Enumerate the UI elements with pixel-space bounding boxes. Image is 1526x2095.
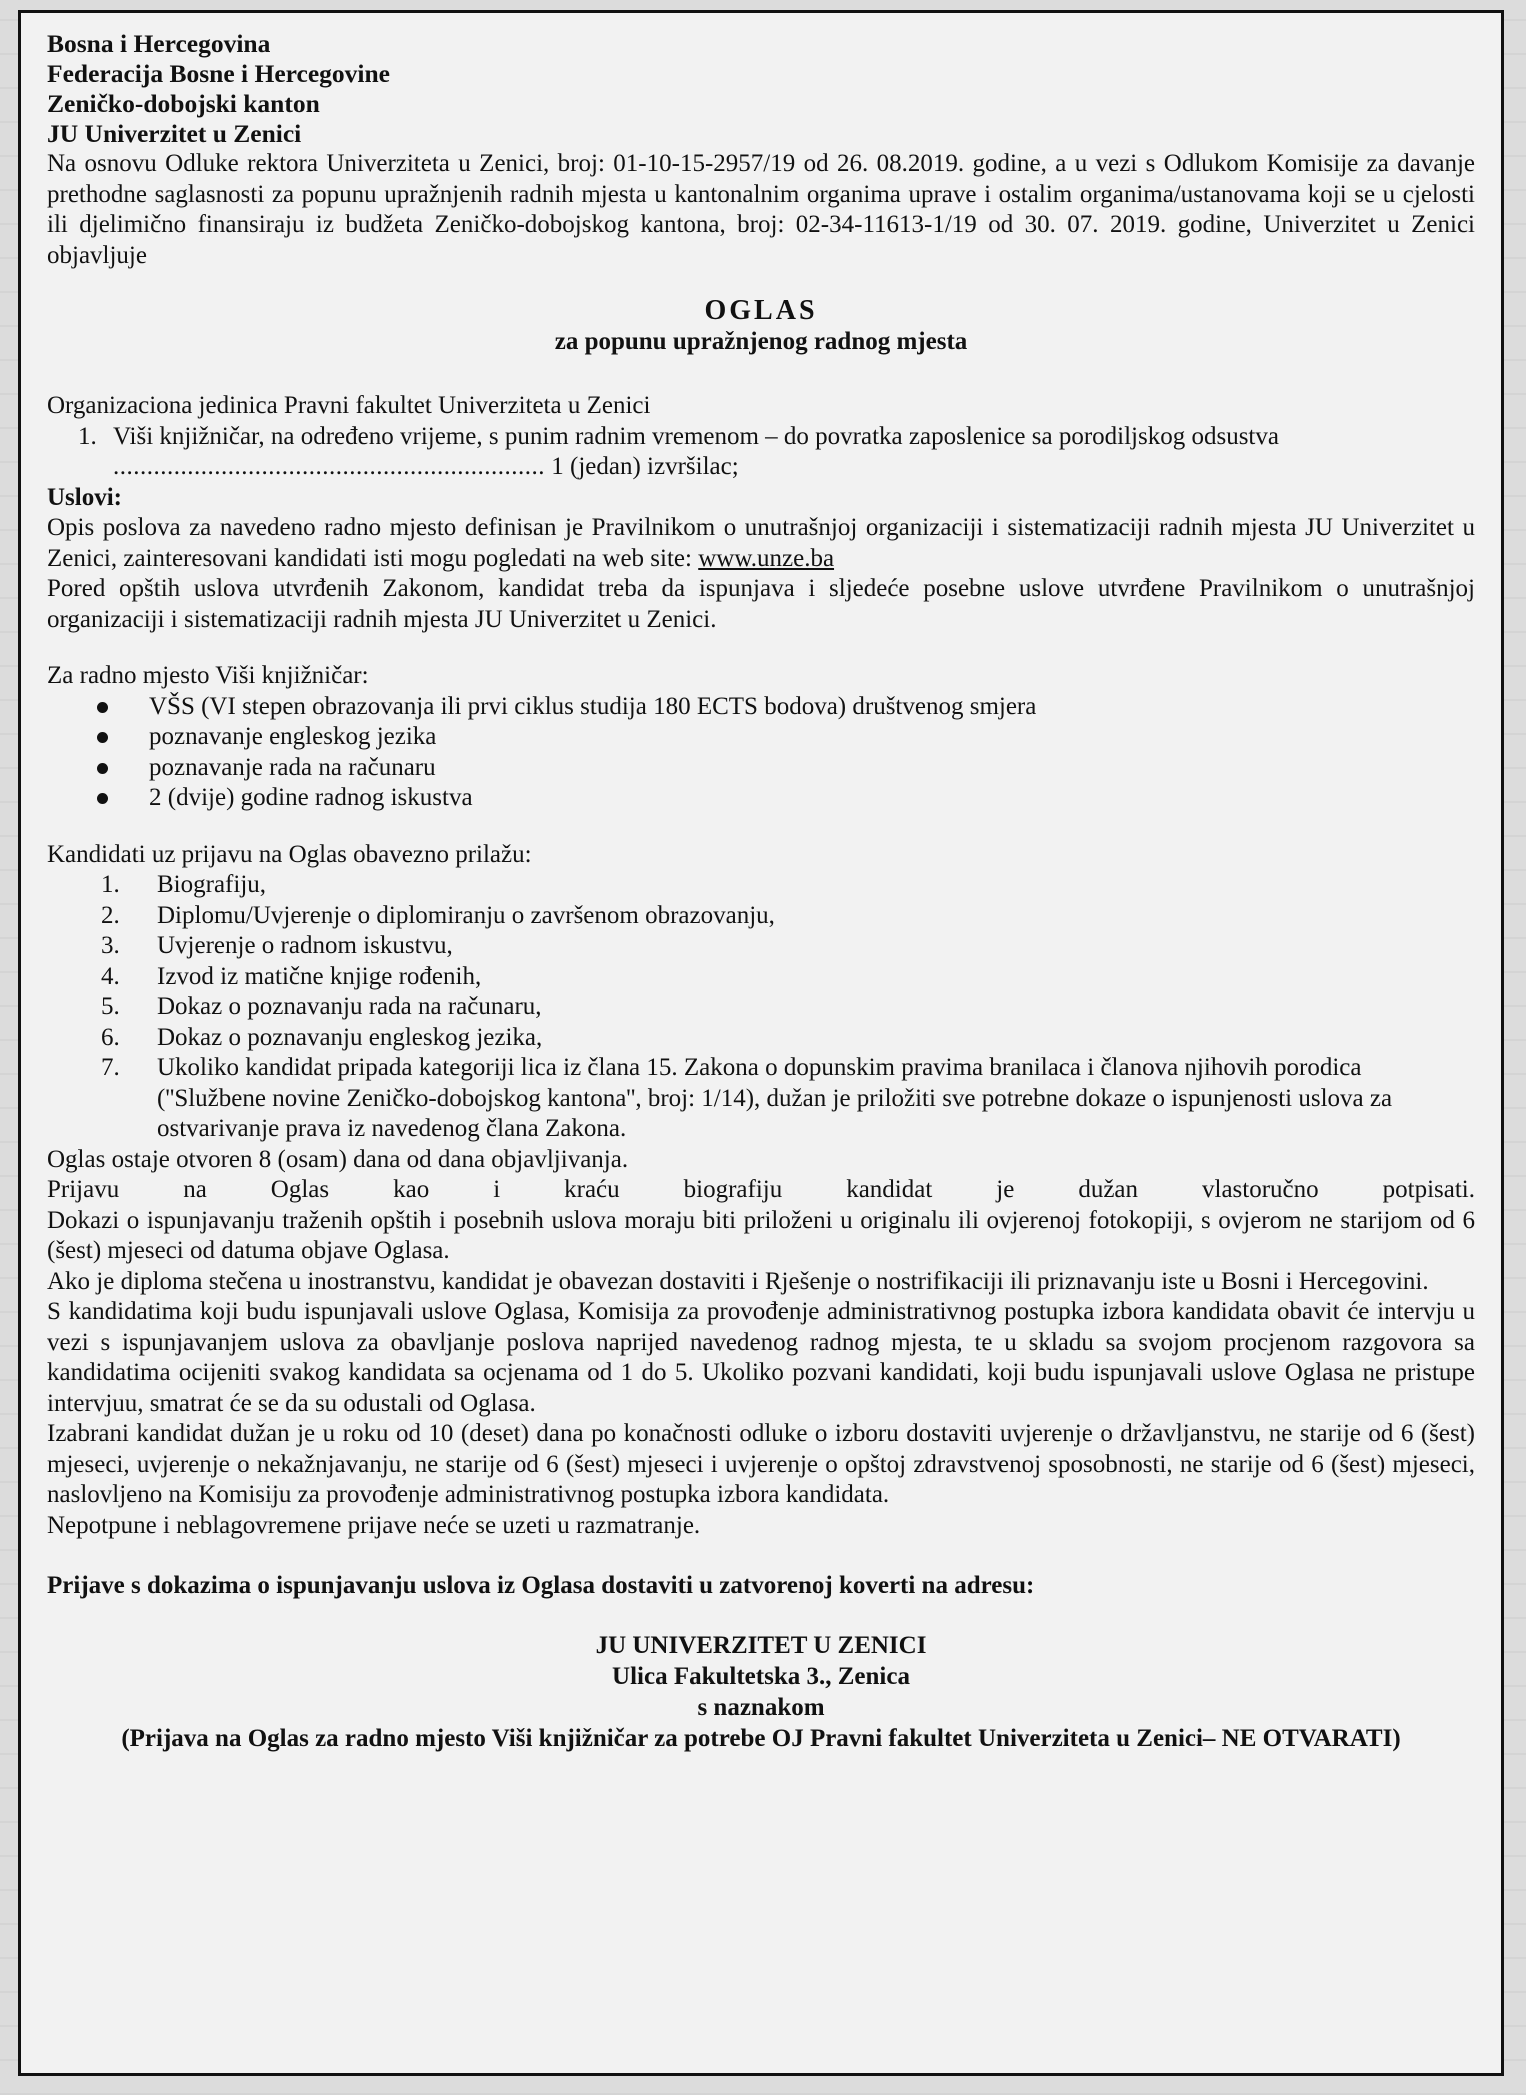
address-marking: (Prijava na Oglas za radno mjesto Viši knjižničar za potrebe OJ Pravni fakultet Univerziteta u Zenici– NE OTVARATI) [121, 1724, 1401, 1752]
requirement-item: VŠS (VI stepen obrazovanja ili prvi ciklus studija 180 ECTS bodova) društvenog smjera [133, 692, 1475, 723]
document-number: 3. [101, 932, 120, 959]
document-text: Uvjerenje o radnom iskustvu, [157, 932, 453, 959]
header-institution: JU Univerzitet u Zenici [47, 119, 302, 148]
document-number: 2. [101, 901, 120, 929]
document-number: 4. [101, 962, 120, 990]
address-marking-label: s naznakom [697, 1693, 825, 1721]
document-text: Dokaz o poznavanju engleskog jezika, [157, 1023, 543, 1051]
requirement-item: poznavanje rada na računaru [133, 753, 1475, 784]
incomplete-applications: Nepotpune i neblagovremene prijave neće se uzeti u razmatranje. [47, 1511, 701, 1539]
document-number: 1. [101, 871, 120, 898]
proofs-paragraph: Dokazi o ispunjavanju traženih opštih i posebnih uslova moraju biti priloženi u originalu ili ovjerenoj fotokopiji, s ovjerom ne starijom od 6 (šest) mjeseci od datuma objave Oglasa. [47, 1206, 1475, 1264]
website-link[interactable]: www.unze.ba [698, 544, 835, 572]
position-text: Viši knjižničar, na određeno vrijeme, s punim radnim vremenom – do povratka zaposlenice sa porodiljskog odsustva [113, 422, 1279, 450]
document-text: Ukoliko kandidat pripada kategoriji lica iz člana 15. Zakona o dopunskim pravima branilaca i članova njihovih porodica (''Službene novine Zeničko-dobojskog kantona'', broj: 1/14), dužan je priložiti sve potrebne dokaze o ispunjenosti uslova za ostvarivanje prava iz navedenog člana Zakona. [157, 1054, 1393, 1142]
document-text: Diplomu/Uvjerenje o diplomiranju o završenom obrazovanju, [157, 901, 775, 929]
document-text: Izvod iz matične knjige rođenih, [157, 962, 482, 990]
submission-address [47, 1630, 1475, 1754]
conditions-general: Pored opštih uslova utvrđenih Zakonom, kandidat treba da ispunjava i sljedeće posebne uslove utvrđene Pravilnikom o unutrašnjoj organizaciji i sistematizaciji radnih mjesta JU Univerzitet u Zenici. [47, 575, 1475, 633]
header-country: Bosna i Hercegovina [47, 29, 271, 58]
document-item [47, 870, 1475, 901]
address-street: Ulica Fakultetska 3., Zenica [612, 1662, 910, 1690]
position-list [47, 422, 1475, 483]
header-federation: Federacija Bosne i Hercegovine [47, 59, 390, 88]
job-advertisement [18, 10, 1504, 2076]
conditions-label: Uslovi: [47, 483, 122, 511]
open-period: Oglas ostaje otvoren 8 (osam) dana od dana objavljivanja. [47, 1145, 629, 1173]
conditions-description-text: Opis poslova za navedeno radno mjesto definisan je Pravilnikom o unutrašnjoj organizaciji i sistematizaciji radnih mjesta JU Univerzitet u Zenici, zainteresovani kandidati isti mogu pogledati na web site: [47, 514, 1475, 572]
submission-instructions: Prijave s dokazima o ispunjavanju uslova iz Oglasa dostaviti u zatvorenoj koverti na adresu: [47, 1572, 1035, 1599]
ad-title: OGLAS [704, 295, 818, 326]
requirement-item: poznavanje engleskog jezika [133, 722, 1475, 753]
document-number: 5. [101, 993, 120, 1020]
document-number: 7. [101, 1054, 120, 1081]
document-text: Dokaz o poznavanju rada na računaru, [157, 993, 542, 1020]
document-item [47, 962, 1475, 993]
signature-requirement: Prijavu na Oglas kao i kraću biografiju kandidat je dužan vlastoručno potpisati. [47, 1176, 1475, 1203]
document-item [47, 992, 1475, 1023]
conditions-description [47, 513, 1475, 574]
selected-candidate-paragraph: Izabrani kandidat dužan je u roku od 10 (deset) dana po konačnosti odluke o izboru dostaviti uvjerenje o državljanstvu, ne starije od 6 (šest) mjeseci, uvjerenje o nekažnjavanju, ne starije od 6 (šest) mjeseci i uvjerenje o opštoj zdravstvenoj sposobnosti, ne starije od 6 (šest) mjeseci, naslovljeno na Komisiju za provođenje administrativnog postupka izbora kandidata. [47, 1420, 1475, 1508]
position-count: 1 (jedan) izvršilac; [551, 453, 739, 480]
document-item [47, 1023, 1475, 1054]
position-dots: ................................................................ [113, 453, 545, 480]
documents-intro: Kandidati uz prijavu na Oglas obavezno prilažu: [47, 840, 532, 868]
requirements-list [47, 692, 1475, 814]
foreign-diploma-paragraph: Ako je diploma stečena u inostranstvu, kandidat je obavezan dostaviti i Rješenje o nostrifikaciji ili priznavanju iste u Bosni i Hercegovini. [47, 1267, 1429, 1295]
org-unit: Organizaciona jedinica Pravni fakultet Univerziteta u Zenici [47, 392, 651, 419]
requirements-intro: Za radno mjesto Viši knjižničar: [47, 662, 369, 689]
document-item [47, 931, 1475, 962]
header-canton: Zeničko-dobojski kanton [47, 89, 320, 118]
requirement-item: 2 (dvije) godine radnog iskustva [133, 783, 1475, 814]
ad-subtitle: za popunu upražnjenog radnog mjesta [554, 328, 968, 355]
document-item [47, 901, 1475, 932]
documents-list [47, 870, 1475, 1145]
interview-paragraph: S kandidatima koji budu ispunjavali uslove Oglasa, Komisija za provođenje administrativnog postupka izbora kandidata obavit će intervju u vezi s ispunjavanjem uslova za obavljanje poslova naprijed navedenog radnog mjesta, te u skladu sa svojom procjenom razgovora sa kandidatima ocijeniti svakog kandidata sa ocjenama od 1 do 5. Ukoliko pozvani kandidati, koji budu ispunjavali uslove Oglasa ne pristupe intervjuu, smatrat će se da su odustali od Oglasa. [47, 1298, 1475, 1417]
intro-paragraph: Na osnovu Odluke rektora Univerziteta u Zenici, broj: 01-10-15-2957/19 od 26. 08.2019. godine, a u vezi s Odlukom Komisije za davanje prethodne saglasnosti za popunu upražnjenih radnih mjesta u kantonalnim organima uprave i ostalim organima/ustanovama koji se u cjelosti ili djelimično finansiraju iz budžeta Zeničko-dobojskog kantona, broj: 02-34-11613-1/19 od 30. 07. 2019. godine, Univerzitet u Zenici objavljuje [47, 150, 1475, 269]
document-item [47, 1053, 1475, 1145]
position-item [103, 422, 1475, 483]
document-text: Biografiju, [157, 871, 267, 898]
address-institution: JU UNIVERZITET U ZENICI [595, 1631, 927, 1659]
document-number: 6. [101, 1023, 120, 1051]
issuer-header [47, 29, 1475, 149]
